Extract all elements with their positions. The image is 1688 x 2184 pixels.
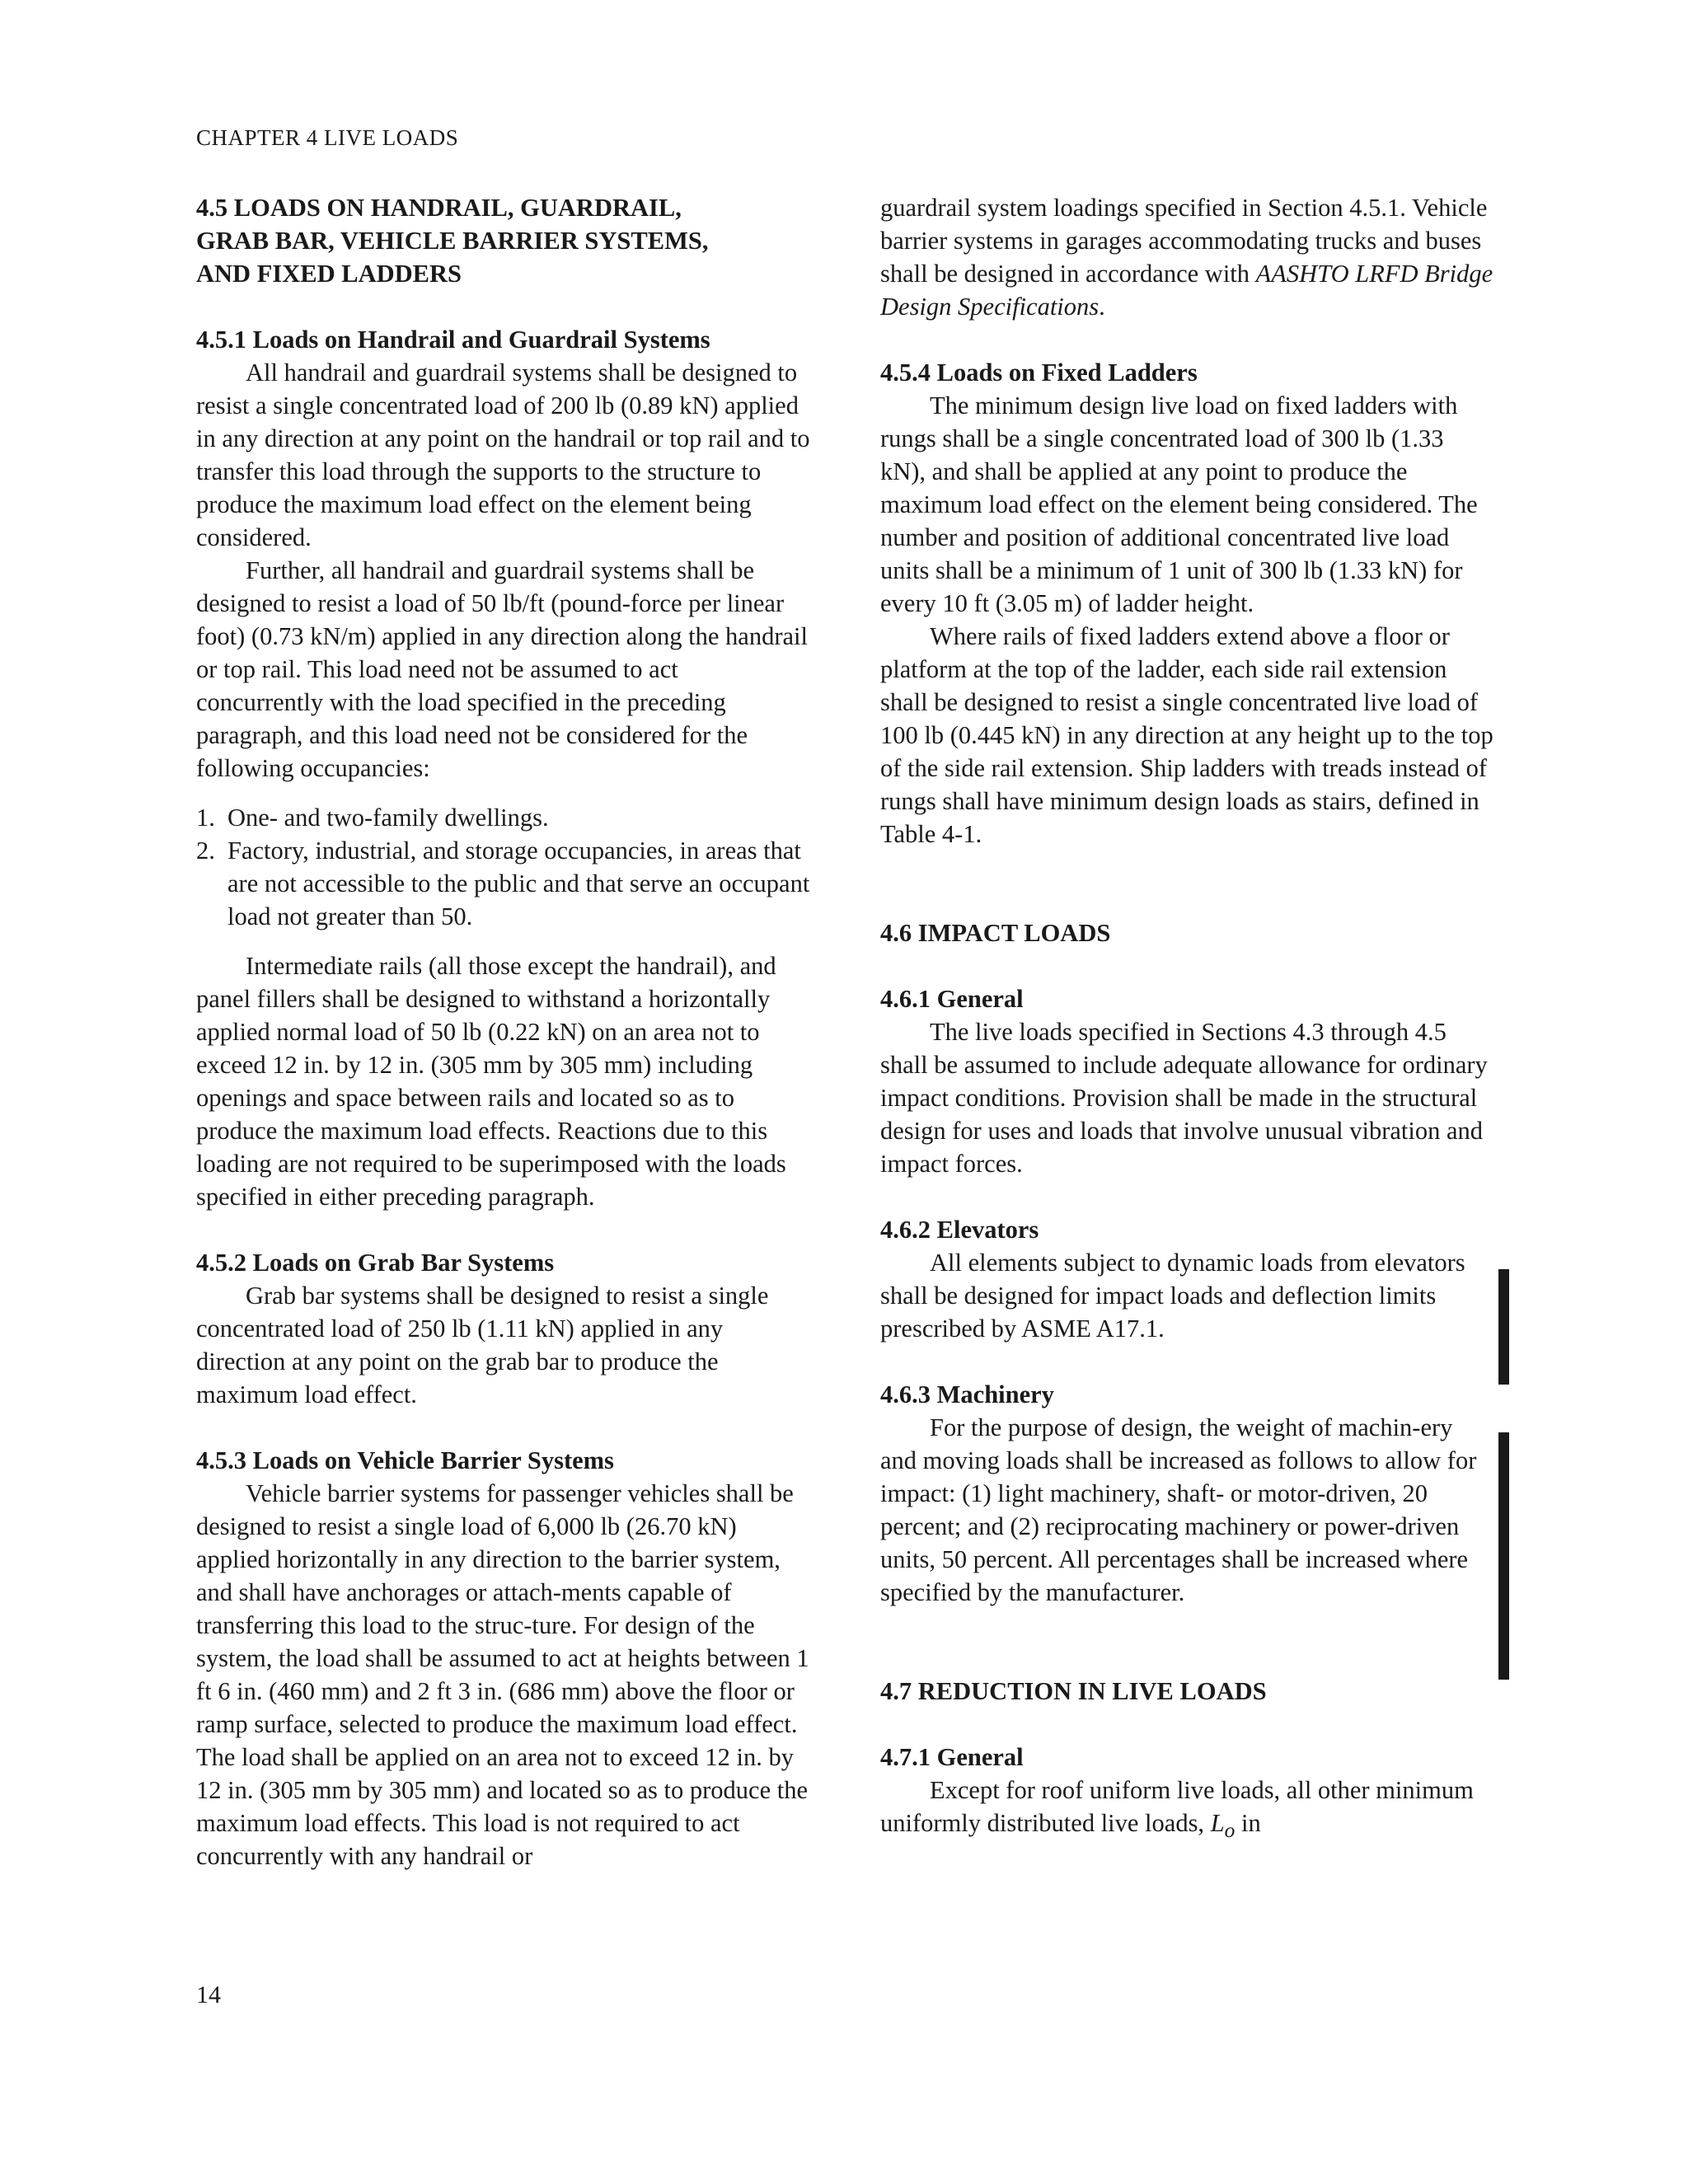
paragraph: Vehicle barrier systems for passenger vehicles shall be designed to resist a single load of 6,000 lb (26.70 kN) applied horizontally in any direction to the barrier system, and shall have anchorages or attach-ments capable of transferring this load to the struc-ture. For design of the system, the load shall be assumed to act at heights between 1 ft 6 in. (460 mm) and 2 ft 3 in. (686 mm) above the floor or ramp surface, selected to produce the maximum load effect. The load shall be applied on an area not to exceed 12 in. by 12 in. (305 mm by 305 mm) and located so as to produce the maximum load effects. This load is not required to act concurrently with any handrail or [196, 1479, 809, 1870]
right-column [880, 191, 1494, 1847]
section-4-7-1-heading: 4.7.1 General [880, 1743, 1024, 1771]
paragraph: Where rails of fixed ladders extend above a floor or platform at the top of the ladder, each side rail extension shall be designed to resist a single concentrated live load of 100 lb (0.445 kN) in any direction at any height up to the top of the side rail extension. Ship ladders with treads instead of rungs shall have minimum design loads as stairs, defined in Table 4-1. [880, 622, 1493, 848]
paragraph: For the purpose of design, the weight of machin-ery and moving loads shall be increased as follows to allow for impact: (1) light machinery, shaft- or motor-driven, 20 percent; and (2) reciprocating machinery or power-driven units, 50 percent. All percentages shall be increased where specified by the manufacturer. [880, 1413, 1477, 1606]
occupancy-list [196, 801, 810, 933]
standard-title: AASHTO LRFD Bridge Design Specifications [880, 260, 1493, 321]
section-4-6-heading: 4.6 IMPACT LOADS [880, 919, 1111, 947]
paragraph: The live loads specified in Sections 4.3 through 4.5 shall be assumed to include adequate allowance for ordinary impact conditions. Provision shall be made in the structural design for uses and loads that involve unusual vibration and impact forces. [880, 1018, 1488, 1178]
paragraph: Intermediate rails (all those except the handrail), and panel fillers shall be designed to withstand a horizontally applied normal load of 50 lb (0.22 kN) on an area not to exceed 12 in. by 12 in. (305 mm by 305 mm) including openings and space between rails and located so as to produce the maximum load effects. Reactions due to this loading are not required to be superimposed with the loads specified in either preceding paragraph. [196, 952, 786, 1211]
heading-line: 4.5 LOADS ON HANDRAIL, GUARDRAIL, [196, 194, 682, 222]
section-4-5-heading [196, 191, 810, 290]
paragraph: Further, all handrail and guardrail systems shall be designed to resist a load of 50 lb/ft (pound-force per linear foot) (0.73 kN/m) applied in any direction along the handrail or top rail. This load need not be assumed to act concurrently with the load specified in the preceding paragraph, and this load need not be considered for the following occupancies: [196, 556, 808, 782]
heading-line: AND FIXED LADDERS [196, 260, 462, 288]
paragraph: Except for roof uniform live loads, all other minimum uniformly distributed live loads, $L_o$ in [880, 1776, 1474, 1843]
section-4-5-3-heading: 4.5.3 Loads on Vehicle Barrier Systems [196, 1446, 614, 1474]
paragraph: All elements subject to dynamic loads from elevators shall be designed for impact loads and deflection limits prescribed by ASME A17.1. [880, 1249, 1465, 1343]
section-4-6-2-heading: 4.6.2 Elevators [880, 1216, 1039, 1244]
section-4-6-3-heading: 4.6.3 Machinery [880, 1380, 1054, 1408]
left-column [196, 191, 810, 1872]
paragraph: The minimum design live load on fixed ladders with rungs shall be a single concentrated load of 300 lb (1.33 kN), and shall be applied at any point to produce the maximum load effect on the element being considered. The number and position of additional concentrated live load units shall be a minimum of 1 unit of 300 lb (1.33 kN) for every 10 ft (3.05 m) of ladder height. [880, 391, 1478, 617]
heading-line: GRAB BAR, VEHICLE BARRIER SYSTEMS, [196, 227, 709, 255]
change-bar [1498, 1269, 1509, 1385]
section-4-5-4-heading: 4.5.4 Loads on Fixed Ladders [880, 359, 1198, 387]
section-4-7-heading: 4.7 REDUCTION IN LIVE LOADS [880, 1677, 1267, 1705]
page-number: 14 [196, 1981, 221, 2008]
list-item: 1. One- and two-family dwellings. [196, 804, 549, 832]
section-4-5-2-heading: 4.5.2 Loads on Grab Bar Systems [196, 1249, 555, 1277]
list-item: 2. Factory, industrial, and storage occupancies, in areas that are not accessible to the public and that serve an occupant load not greater than 50. [196, 837, 810, 930]
section-4-6-1-heading: 4.6.1 General [880, 985, 1024, 1013]
section-4-5-1-heading: 4.5.1 Loads on Handrail and Guardrail Systems [196, 326, 710, 354]
change-bar [1498, 1432, 1509, 1680]
running-head: CHAPTER 4 LIVE LOADS [196, 125, 459, 150]
paragraph: Grab bar systems shall be designed to resist a single concentrated load of 250 lb (1.11 kN) applied in any direction at any point on the grab bar to produce the maximum load effect. [196, 1282, 769, 1408]
paragraph: All handrail and guardrail systems shall be designed to resist a single concentrated load of 200 lb (0.89 kN) applied in any direction at any point on the handrail or top rail and to transfer this load through the supports to the structure to produce the maximum load effect on the element being considered. [196, 359, 810, 551]
paragraph: guardrail system loadings specified in Section 4.5.1. Vehicle barrier systems in garages accommodating trucks and buses shall be designed in accordance with AASHTO LRFD Bridge Design Specifications. [880, 194, 1493, 321]
